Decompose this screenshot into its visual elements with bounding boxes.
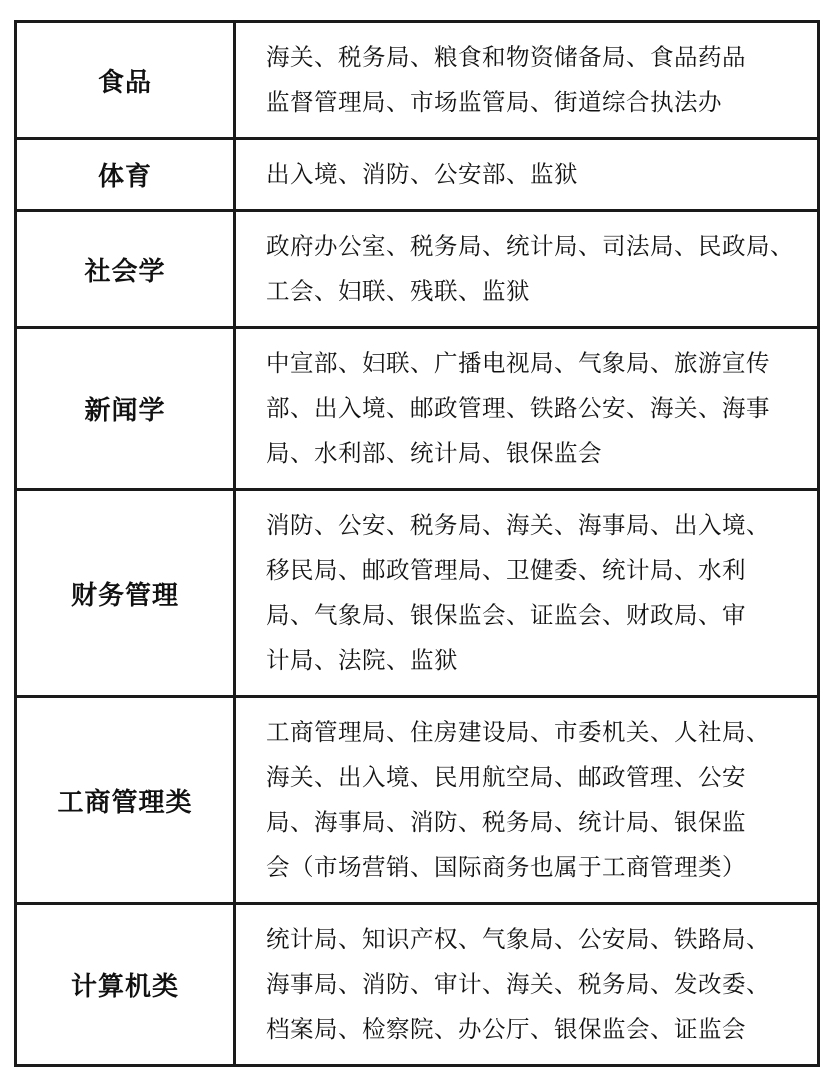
category-cell-food: 食品 (16, 22, 235, 139)
departments-cell-journalism: 中宣部、妇联、广播电视局、气象局、旅游宣传 部、出入境、邮政管理、铁路公安、海关、海事 局、水利部、统计局、银保监会 (235, 328, 819, 490)
table-row (16, 211, 819, 328)
table-row (16, 22, 819, 139)
major-department-table-container (14, 20, 817, 1067)
table-body (16, 22, 819, 1066)
departments-cell-business-administration: 工商管理局、住房建设局、市委机关、人社局、 海关、出入境、民用航空局、邮政管理、公安 局、海事局、消防、税务局、统计局、银保监 会（市场营销、国际商务也属于工商管理类） (235, 697, 819, 904)
departments-cell-sociology: 政府办公室、税务局、统计局、司法局、民政局、 工会、妇联、残联、监狱 (235, 211, 819, 328)
departments-cell-food: 海关、税务局、粮食和物资储备局、食品药品 监督管理局、市场监管局、街道综合执法办 (235, 22, 819, 139)
category-cell-sociology: 社会学 (16, 211, 235, 328)
table-row (16, 328, 819, 490)
category-cell-business-administration: 工商管理类 (16, 697, 235, 904)
category-cell-sports: 体育 (16, 139, 235, 211)
departments-cell-sports: 出入境、消防、公安部、监狱 (235, 139, 819, 211)
category-cell-financial-management: 财务管理 (16, 490, 235, 697)
category-cell-computer-science: 计算机类 (16, 904, 235, 1066)
departments-cell-financial-management: 消防、公安、税务局、海关、海事局、出入境、 移民局、邮政管理局、卫健委、统计局、水利 局、气象局、银保监会、证监会、财政局、审 计局、法院、监狱 (235, 490, 819, 697)
table-row (16, 139, 819, 211)
table-row (16, 697, 819, 904)
table-row (16, 490, 819, 697)
table-row (16, 904, 819, 1066)
major-department-table (14, 20, 820, 1067)
category-cell-journalism: 新闻学 (16, 328, 235, 490)
departments-cell-computer-science: 统计局、知识产权、气象局、公安局、铁路局、 海事局、消防、审计、海关、税务局、发改委、 档案局、检察院、办公厅、银保监会、证监会 (235, 904, 819, 1066)
